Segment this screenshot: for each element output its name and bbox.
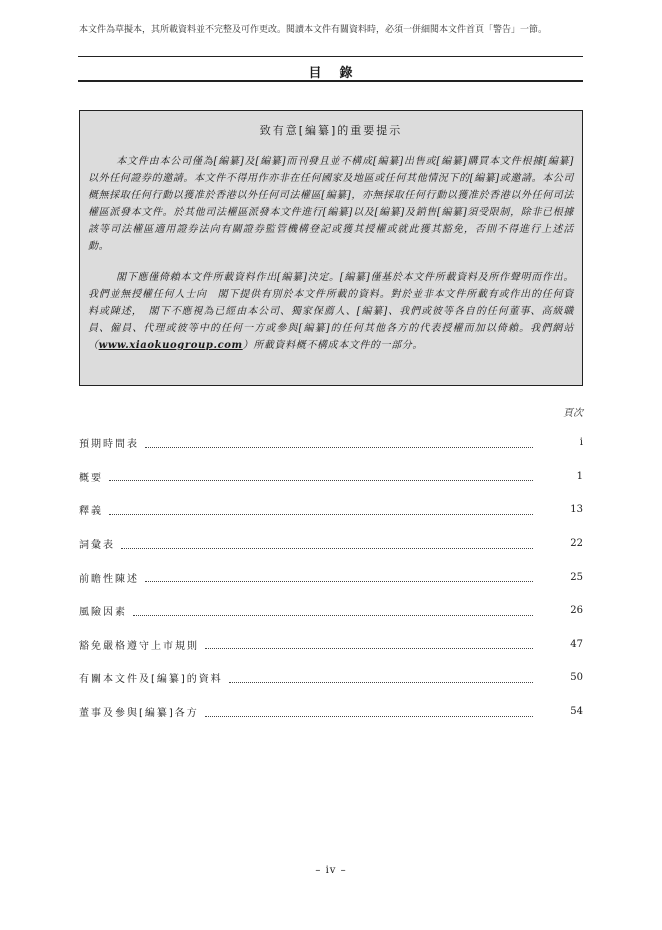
title-bar: [78, 56, 583, 82]
toc-entry-title: 釋義: [79, 502, 109, 517]
toc-leader-dots: [145, 580, 533, 582]
toc-leader-dots: [145, 446, 533, 448]
important-notice-box: [79, 110, 583, 386]
toc-entry-page: 25: [570, 571, 583, 583]
toc-entry-title: 風險因素: [79, 603, 133, 618]
page-column-label: 頁次: [563, 408, 583, 419]
table-of-contents: [79, 426, 583, 728]
toc-entry[interactable]: [79, 661, 583, 695]
toc-entry-title: 概要: [79, 469, 109, 484]
toc-entry[interactable]: [79, 493, 583, 527]
toc-entry-title: 豁免嚴格遵守上市規則: [79, 637, 205, 652]
toc-entry-page: i: [579, 437, 583, 449]
notice-paragraph-2-tail: ）所載資料概不構成本文件的一部分。: [242, 340, 423, 351]
toc-entry-page: 50: [570, 672, 583, 684]
toc-entry-title: 董事及參與[編纂]各方: [79, 704, 205, 719]
toc-leader-dots: [205, 715, 533, 717]
toc-leader-dots: [205, 647, 533, 649]
toc-leader-dots: [229, 681, 533, 683]
page-number-footer: – iv –: [315, 865, 347, 876]
notice-paragraph-1-text: 本文件由本公司僅為[編纂]及[編纂]而刊發且並不構成[編纂]出售或[編纂]購買本文件根據[編纂]以外任何證券的邀請。本文件不得用作亦非在任何國家及地區或任何其他情況下的[編纂]或邀請。本公司概無採取任何行動以獲准於香港以外任何司法權區[編纂]，亦無採取任何行動以獲准於香港以外任何司法權區派發本文件。於其他司法權區派發本文件進行[編纂]以及[編纂]及銷售[編纂]須受限制，除非已根據該等司法權區適用證券法向有關證券監管機構登記或獲其授權或就此獲其豁免，否則不得進行上述活動。: [88, 156, 575, 252]
toc-entry-page: 26: [570, 605, 583, 617]
notice-paragraph-1: [88, 153, 574, 255]
toc-entry-page: 13: [570, 504, 583, 516]
company-website-link[interactable]: www.xiaokuogroup.com: [98, 340, 243, 351]
toc-entry[interactable]: [79, 695, 583, 729]
toc-entry[interactable]: [79, 594, 583, 628]
notice-heading: 致有意[編纂]的重要提示: [259, 124, 403, 137]
toc-leader-dots: [109, 513, 533, 515]
toc-entry-page: 22: [570, 538, 583, 550]
toc-entry[interactable]: [79, 628, 583, 662]
page-title: 目錄: [308, 66, 371, 81]
notice-paragraph-2: [88, 269, 574, 354]
toc-leader-dots: [109, 479, 533, 481]
toc-entry[interactable]: [79, 527, 583, 561]
toc-entry[interactable]: [79, 426, 583, 460]
toc-entry-title: 有關本文件及[編纂]的資料: [79, 670, 229, 685]
toc-entry-page: 1: [576, 470, 583, 482]
toc-entry-title: 前瞻性陳述: [79, 570, 145, 585]
toc-leader-dots: [133, 614, 533, 616]
toc-entry[interactable]: [79, 460, 583, 494]
toc-entry-page: 54: [570, 706, 583, 718]
toc-entry-title: 預期時間表: [79, 435, 145, 450]
toc-leader-dots: [121, 547, 533, 549]
toc-entry[interactable]: [79, 560, 583, 594]
draft-disclaimer: 本文件為草擬本，其所載資料並不完整及可作更改。閱讀本文件有關資料時，必須一併細閱本文件首頁「警告」一節。: [79, 25, 548, 35]
toc-entry-page: 47: [570, 638, 583, 650]
notice-paragraph-2-text: 閣下應僅倚賴本文件所載資料作出[編纂]決定。[編纂]僅基於本文件所載資料及所作聲明而作出。我們並無授權任何人士向 閣下提供有別於本文件所載的資料。對於並非本文件所載有或作出的任何資料或陳述， 閣下不應視為已經由本公司、獨家保薦人、[編纂]、我們或彼等各自的任何董事、高級職員、僱員、代理或彼等中的任何一方或參與[編纂]的任何其他各方的代表授權而加以倚賴。我們網站（: [88, 272, 574, 351]
toc-entry-title: 詞彙表: [79, 536, 121, 551]
